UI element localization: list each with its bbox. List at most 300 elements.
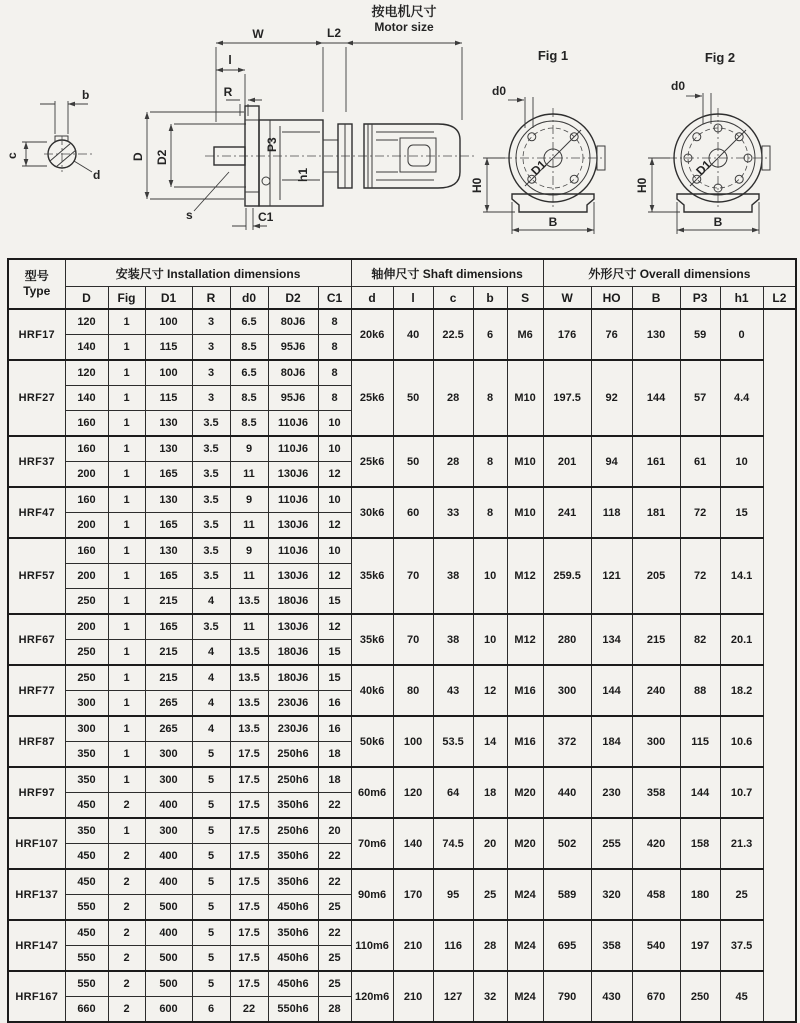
overall-cell: 158 bbox=[680, 818, 720, 869]
overall-cell: 161 bbox=[632, 436, 680, 487]
dim-label-d0-fig1: d0 bbox=[491, 84, 507, 98]
shaft-cell: M10 bbox=[507, 360, 543, 436]
overall-cell: 280 bbox=[543, 614, 591, 665]
overall-cell: 695 bbox=[543, 920, 591, 971]
install-cell: 20 bbox=[318, 818, 351, 844]
col-header-L2: L2 bbox=[763, 287, 796, 310]
install-cell: 1 bbox=[108, 742, 145, 768]
fig1-label: Fig 1 bbox=[537, 48, 569, 63]
install-cell: 100 bbox=[145, 360, 192, 386]
model-type-cell: HRF17 bbox=[8, 309, 65, 360]
shaft-cell: 50 bbox=[393, 436, 433, 487]
install-cell: 350h6 bbox=[268, 793, 318, 819]
install-cell: 1 bbox=[108, 538, 145, 564]
install-cell: 5 bbox=[192, 920, 230, 946]
shaft-cell: 18 bbox=[473, 767, 507, 818]
install-cell: 13.5 bbox=[230, 716, 268, 742]
install-cell: 10 bbox=[318, 538, 351, 564]
shaft-cell: 8 bbox=[473, 436, 507, 487]
overall-cell: 255 bbox=[591, 818, 632, 869]
install-cell: 110J6 bbox=[268, 538, 318, 564]
install-cell: 3.5 bbox=[192, 436, 230, 462]
install-cell: 2 bbox=[108, 997, 145, 1023]
table-wrapper bbox=[7, 258, 797, 1023]
type-header-en: Type bbox=[23, 284, 51, 298]
install-cell: 660 bbox=[65, 997, 108, 1023]
gearmotor-side-view bbox=[205, 106, 474, 206]
shaft-cell: 33 bbox=[433, 487, 473, 538]
install-cell: 1 bbox=[108, 487, 145, 513]
install-cell: 350 bbox=[65, 742, 108, 768]
type-header-zh: 型号 bbox=[24, 269, 49, 283]
col-header-D1: D1 bbox=[145, 287, 192, 310]
install-cell: 22 bbox=[318, 869, 351, 895]
install-cell: 5 bbox=[192, 844, 230, 870]
main-view-dimensions bbox=[131, 4, 462, 230]
shaft-cell: 25 bbox=[473, 869, 507, 920]
shaft-cell: 8 bbox=[473, 487, 507, 538]
install-cell: 13.5 bbox=[230, 691, 268, 717]
dim-label-l: l bbox=[228, 53, 232, 67]
install-cell: 4 bbox=[192, 716, 230, 742]
install-cell: 3 bbox=[192, 360, 230, 386]
install-cell: 15 bbox=[318, 589, 351, 615]
install-cell: 350 bbox=[65, 818, 108, 844]
dim-label-r: R bbox=[223, 85, 233, 99]
model-type-cell: HRF137 bbox=[8, 869, 65, 920]
install-cell: 180J6 bbox=[268, 640, 318, 666]
overall-cell: 92 bbox=[591, 360, 632, 436]
technical-drawing bbox=[0, 0, 800, 254]
install-cell: 400 bbox=[145, 920, 192, 946]
dim-label-c: c bbox=[5, 152, 19, 159]
shaft-cell: 25k6 bbox=[351, 436, 393, 487]
install-cell: 4 bbox=[192, 640, 230, 666]
install-cell: 350h6 bbox=[268, 920, 318, 946]
install-cell: 200 bbox=[65, 614, 108, 640]
shaft-cell: 50k6 bbox=[351, 716, 393, 767]
overall-cell: 10.7 bbox=[720, 767, 763, 818]
dim-label-d: d bbox=[93, 168, 101, 182]
shaft-cell: 35k6 bbox=[351, 538, 393, 614]
install-cell: 18 bbox=[318, 767, 351, 793]
install-cell: 2 bbox=[108, 895, 145, 921]
shaft-cell: 140 bbox=[393, 818, 433, 869]
install-cell: 250 bbox=[65, 665, 108, 691]
install-cell: 5 bbox=[192, 818, 230, 844]
install-cell: 22 bbox=[230, 997, 268, 1023]
install-cell: 17.5 bbox=[230, 818, 268, 844]
overall-cell: 197.5 bbox=[543, 360, 591, 436]
install-cell: 1 bbox=[108, 309, 145, 335]
shaft-cell: 90m6 bbox=[351, 869, 393, 920]
install-cell: 265 bbox=[145, 691, 192, 717]
shaft-cross-section bbox=[5, 88, 100, 182]
motor-size-label-zh: 按电机尺寸 bbox=[371, 4, 437, 19]
overall-cell: 134 bbox=[591, 614, 632, 665]
install-cell: 1 bbox=[108, 564, 145, 589]
install-cell: 2 bbox=[108, 844, 145, 870]
install-cell: 25 bbox=[318, 946, 351, 972]
install-cell: 8.5 bbox=[230, 386, 268, 411]
table-row bbox=[8, 538, 796, 564]
install-cell: 1 bbox=[108, 716, 145, 742]
install-cell: 550 bbox=[65, 895, 108, 921]
install-cell: 4 bbox=[192, 691, 230, 717]
install-cell: 5 bbox=[192, 946, 230, 972]
shaft-cell: M20 bbox=[507, 818, 543, 869]
table-row bbox=[8, 818, 796, 844]
overall-cell: 72 bbox=[680, 487, 720, 538]
overall-cell: 144 bbox=[591, 665, 632, 716]
install-cell: 500 bbox=[145, 946, 192, 972]
col-header-b: b bbox=[473, 287, 507, 310]
shaft-cell: 38 bbox=[433, 614, 473, 665]
install-cell: 2 bbox=[108, 971, 145, 997]
install-cell: 13.5 bbox=[230, 665, 268, 691]
install-cell: 5 bbox=[192, 895, 230, 921]
overall-cell: 82 bbox=[680, 614, 720, 665]
table-row bbox=[8, 487, 796, 513]
install-cell: 3 bbox=[192, 335, 230, 361]
shaft-cell: M16 bbox=[507, 665, 543, 716]
install-cell: 130J6 bbox=[268, 564, 318, 589]
table-row bbox=[8, 309, 796, 335]
install-cell: 9 bbox=[230, 538, 268, 564]
install-cell: 350h6 bbox=[268, 844, 318, 870]
shaft-cell: 60m6 bbox=[351, 767, 393, 818]
model-type-cell: HRF97 bbox=[8, 767, 65, 818]
overall-cell: 181 bbox=[632, 487, 680, 538]
overall-cell: 320 bbox=[591, 869, 632, 920]
install-cell: 17.5 bbox=[230, 793, 268, 819]
header-column-row bbox=[8, 287, 796, 310]
overall-cell: 57 bbox=[680, 360, 720, 436]
table-row bbox=[8, 971, 796, 997]
install-cell: 550 bbox=[65, 971, 108, 997]
shaft-cell: 70 bbox=[393, 614, 433, 665]
install-cell: 110J6 bbox=[268, 436, 318, 462]
install-cell: 4 bbox=[192, 665, 230, 691]
install-cell: 3 bbox=[192, 309, 230, 335]
install-cell: 17.5 bbox=[230, 946, 268, 972]
install-cell: 11 bbox=[230, 614, 268, 640]
install-cell: 2 bbox=[108, 869, 145, 895]
overall-cell: 115 bbox=[680, 716, 720, 767]
install-cell: 550h6 bbox=[268, 997, 318, 1023]
install-cell: 12 bbox=[318, 462, 351, 488]
col-header-C1: C1 bbox=[318, 287, 351, 310]
col-header-d: d bbox=[351, 287, 393, 310]
overall-cell: 144 bbox=[680, 767, 720, 818]
shaft-cell: M10 bbox=[507, 436, 543, 487]
col-header-h1: h1 bbox=[720, 287, 763, 310]
col-header-c: c bbox=[433, 287, 473, 310]
install-cell: 120 bbox=[65, 360, 108, 386]
install-cell: 6.5 bbox=[230, 309, 268, 335]
overall-cell: 300 bbox=[632, 716, 680, 767]
col-header-D2: D2 bbox=[268, 287, 318, 310]
shaft-cell: 43 bbox=[433, 665, 473, 716]
overall-cell: 18.2 bbox=[720, 665, 763, 716]
overall-cell: 0 bbox=[720, 309, 763, 360]
install-cell: 9 bbox=[230, 436, 268, 462]
install-cell: 130 bbox=[145, 487, 192, 513]
header-group-0: 安装尺寸 Installation dimensions bbox=[65, 259, 351, 287]
table-body bbox=[8, 309, 796, 1022]
shaft-cell: 53.5 bbox=[433, 716, 473, 767]
overall-cell: 118 bbox=[591, 487, 632, 538]
install-cell: 8.5 bbox=[230, 335, 268, 361]
install-cell: 12 bbox=[318, 564, 351, 589]
install-cell: 200 bbox=[65, 462, 108, 488]
shaft-cell: 25k6 bbox=[351, 360, 393, 436]
shaft-cell: 12 bbox=[473, 665, 507, 716]
install-cell: 215 bbox=[145, 589, 192, 615]
install-cell: 130J6 bbox=[268, 462, 318, 488]
install-cell: 450 bbox=[65, 920, 108, 946]
install-cell: 25 bbox=[318, 895, 351, 921]
shaft-cell: 100 bbox=[393, 716, 433, 767]
shaft-cell: 116 bbox=[433, 920, 473, 971]
install-cell: 22 bbox=[318, 844, 351, 870]
install-cell: 15 bbox=[318, 665, 351, 691]
col-header-Fig: Fig bbox=[108, 287, 145, 310]
overall-cell: 21.3 bbox=[720, 818, 763, 869]
motor-size-label-en: Motor size bbox=[374, 20, 434, 34]
shaft-cell: 60 bbox=[393, 487, 433, 538]
install-cell: 8 bbox=[318, 360, 351, 386]
install-cell: 9 bbox=[230, 487, 268, 513]
install-cell: 16 bbox=[318, 716, 351, 742]
header-group-1: 轴伸尺寸 Shaft dimensions bbox=[351, 259, 543, 287]
shaft-cell: M12 bbox=[507, 614, 543, 665]
overall-cell: 430 bbox=[591, 971, 632, 1022]
overall-cell: 25 bbox=[720, 869, 763, 920]
overall-cell: 4.4 bbox=[720, 360, 763, 436]
shaft-cell: 6 bbox=[473, 309, 507, 360]
model-type-cell: HRF47 bbox=[8, 487, 65, 538]
overall-cell: 201 bbox=[543, 436, 591, 487]
install-cell: 500 bbox=[145, 971, 192, 997]
shaft-cell: M12 bbox=[507, 538, 543, 614]
install-cell: 17.5 bbox=[230, 767, 268, 793]
install-cell: 4 bbox=[192, 589, 230, 615]
shaft-cell: 14 bbox=[473, 716, 507, 767]
col-header-HO: HO bbox=[591, 287, 632, 310]
install-cell: 18 bbox=[318, 742, 351, 768]
install-cell: 22 bbox=[318, 793, 351, 819]
shaft-cell: 32 bbox=[473, 971, 507, 1022]
shaft-cell: 170 bbox=[393, 869, 433, 920]
install-cell: 2 bbox=[108, 920, 145, 946]
install-cell: 130J6 bbox=[268, 614, 318, 640]
overall-cell: 670 bbox=[632, 971, 680, 1022]
table-row bbox=[8, 614, 796, 640]
overall-cell: 589 bbox=[543, 869, 591, 920]
install-cell: 200 bbox=[65, 513, 108, 539]
install-cell: 12 bbox=[318, 614, 351, 640]
install-cell: 250 bbox=[65, 589, 108, 615]
install-cell: 17.5 bbox=[230, 895, 268, 921]
install-cell: 250h6 bbox=[268, 767, 318, 793]
install-cell: 165 bbox=[145, 564, 192, 589]
shaft-cell: 74.5 bbox=[433, 818, 473, 869]
shaft-cell: 70m6 bbox=[351, 818, 393, 869]
shaft-cell: 38 bbox=[433, 538, 473, 614]
col-header-W: W bbox=[543, 287, 591, 310]
install-cell: 3.5 bbox=[192, 564, 230, 589]
install-cell: 1 bbox=[108, 386, 145, 411]
install-cell: 13.5 bbox=[230, 640, 268, 666]
install-cell: 17.5 bbox=[230, 844, 268, 870]
overall-cell: 130 bbox=[632, 309, 680, 360]
install-cell: 140 bbox=[65, 386, 108, 411]
install-cell: 1 bbox=[108, 640, 145, 666]
install-cell: 450h6 bbox=[268, 895, 318, 921]
install-cell: 400 bbox=[145, 869, 192, 895]
install-cell: 28 bbox=[318, 997, 351, 1023]
col-header-B: B bbox=[632, 287, 680, 310]
shaft-cell: 110m6 bbox=[351, 920, 393, 971]
shaft-cell: M24 bbox=[507, 920, 543, 971]
install-cell: 160 bbox=[65, 411, 108, 437]
shaft-cell: 8 bbox=[473, 360, 507, 436]
model-type-cell: HRF167 bbox=[8, 971, 65, 1022]
overall-cell: 300 bbox=[543, 665, 591, 716]
install-cell: 8.5 bbox=[230, 411, 268, 437]
install-cell: 115 bbox=[145, 335, 192, 361]
header-group-2: 外形尺寸 Overall dimensions bbox=[543, 259, 796, 287]
install-cell: 2 bbox=[108, 793, 145, 819]
install-cell: 300 bbox=[65, 716, 108, 742]
install-cell: 12 bbox=[318, 513, 351, 539]
table-row bbox=[8, 436, 796, 462]
install-cell: 25 bbox=[318, 971, 351, 997]
install-cell: 250 bbox=[65, 640, 108, 666]
shaft-cell: 40k6 bbox=[351, 665, 393, 716]
install-cell: 600 bbox=[145, 997, 192, 1023]
l2-cell bbox=[763, 309, 796, 1022]
install-cell: 165 bbox=[145, 462, 192, 488]
dim-label-d0-fig2: d0 bbox=[670, 79, 686, 93]
install-cell: 16 bbox=[318, 691, 351, 717]
overall-cell: 184 bbox=[591, 716, 632, 767]
table-row bbox=[8, 360, 796, 386]
dim-label-D: D bbox=[131, 152, 145, 161]
shaft-cell: 127 bbox=[433, 971, 473, 1022]
install-cell: 450 bbox=[65, 844, 108, 870]
dim-label-s: s bbox=[186, 208, 193, 222]
install-cell: 5 bbox=[192, 767, 230, 793]
install-cell: 165 bbox=[145, 614, 192, 640]
install-cell: 160 bbox=[65, 487, 108, 513]
overall-cell: 197 bbox=[680, 920, 720, 971]
overall-cell: 144 bbox=[632, 360, 680, 436]
shaft-cell: M20 bbox=[507, 767, 543, 818]
dimensions-table bbox=[7, 258, 797, 1023]
overall-cell: 14.1 bbox=[720, 538, 763, 614]
install-cell: 10 bbox=[318, 411, 351, 437]
overall-cell: 61 bbox=[680, 436, 720, 487]
overall-cell: 790 bbox=[543, 971, 591, 1022]
dim-label-P3: P3 bbox=[265, 137, 279, 152]
overall-cell: 180 bbox=[680, 869, 720, 920]
install-cell: 180J6 bbox=[268, 665, 318, 691]
install-cell: 400 bbox=[145, 844, 192, 870]
install-cell: 1 bbox=[108, 665, 145, 691]
table-row bbox=[8, 920, 796, 946]
install-cell: 1 bbox=[108, 589, 145, 615]
shaft-cell: 70 bbox=[393, 538, 433, 614]
install-cell: 3.5 bbox=[192, 462, 230, 488]
dim-label-D1-fig1: D1 bbox=[528, 157, 549, 179]
install-cell: 1 bbox=[108, 411, 145, 437]
install-cell: 300 bbox=[145, 742, 192, 768]
install-cell: 95J6 bbox=[268, 335, 318, 361]
table-head bbox=[8, 259, 796, 309]
model-type-cell: HRF27 bbox=[8, 360, 65, 436]
install-cell: 130 bbox=[145, 538, 192, 564]
overall-cell: 88 bbox=[680, 665, 720, 716]
shaft-cell: 20k6 bbox=[351, 309, 393, 360]
install-cell: 265 bbox=[145, 716, 192, 742]
install-cell: 180J6 bbox=[268, 589, 318, 615]
col-header-d0: d0 bbox=[230, 287, 268, 310]
install-cell: 550 bbox=[65, 946, 108, 972]
install-cell: 1 bbox=[108, 436, 145, 462]
overall-cell: 10.6 bbox=[720, 716, 763, 767]
shaft-cell: 35k6 bbox=[351, 614, 393, 665]
install-cell: 5 bbox=[192, 869, 230, 895]
overall-cell: 358 bbox=[632, 767, 680, 818]
overall-cell: 72 bbox=[680, 538, 720, 614]
install-cell: 1 bbox=[108, 818, 145, 844]
install-cell: 1 bbox=[108, 335, 145, 361]
install-cell: 8 bbox=[318, 309, 351, 335]
install-cell: 3 bbox=[192, 386, 230, 411]
shaft-cell: 120m6 bbox=[351, 971, 393, 1022]
col-header-P3: P3 bbox=[680, 287, 720, 310]
overall-cell: 358 bbox=[591, 920, 632, 971]
install-cell: 250h6 bbox=[268, 742, 318, 768]
overall-cell: 20.1 bbox=[720, 614, 763, 665]
shaft-cell: M6 bbox=[507, 309, 543, 360]
dim-label-b: b bbox=[82, 88, 90, 102]
install-cell: 250h6 bbox=[268, 818, 318, 844]
install-cell: 3.5 bbox=[192, 513, 230, 539]
install-cell: 1 bbox=[108, 614, 145, 640]
install-cell: 110J6 bbox=[268, 487, 318, 513]
dim-label-h1: h1 bbox=[296, 167, 310, 182]
install-cell: 13.5 bbox=[230, 589, 268, 615]
install-cell: 450h6 bbox=[268, 946, 318, 972]
shaft-cell: 30k6 bbox=[351, 487, 393, 538]
overall-cell: 372 bbox=[543, 716, 591, 767]
shaft-cell: 40 bbox=[393, 309, 433, 360]
model-type-cell: HRF57 bbox=[8, 538, 65, 614]
install-cell: 300 bbox=[65, 691, 108, 717]
shaft-cell: 22.5 bbox=[433, 309, 473, 360]
shaft-cell: 10 bbox=[473, 614, 507, 665]
shaft-cell: 28 bbox=[433, 360, 473, 436]
install-cell: 5 bbox=[192, 742, 230, 768]
shaft-cell: M24 bbox=[507, 971, 543, 1022]
install-cell: 5 bbox=[192, 793, 230, 819]
install-cell: 1 bbox=[108, 360, 145, 386]
install-cell: 230J6 bbox=[268, 691, 318, 717]
shaft-cell: 120 bbox=[393, 767, 433, 818]
